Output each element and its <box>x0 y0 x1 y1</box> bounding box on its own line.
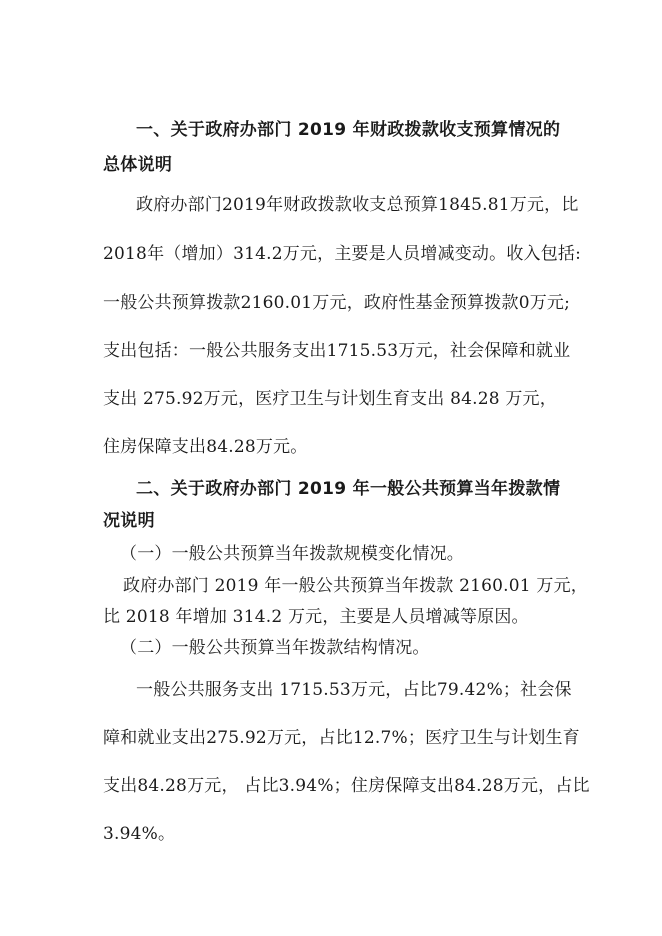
section2-sub2-line: 一般公共服务支出 1715.53万元，占比79.42%；社会保 <box>136 680 572 700</box>
section1-body-line: 政府办部门2019年财政拨款收支总预算1845.81万元，比 <box>136 195 579 215</box>
section2-sub2-line: 障和就业支出275.92万元，占比12.7%；医疗卫生与计划生育 <box>103 728 580 748</box>
section2-heading-line1: 二、关于政府办部门 2019 年一般公共预算当年拨款情 <box>136 479 561 499</box>
section1-body-line: 一般公共预算拨款2160.01万元，政府性基金预算拨款0万元; <box>103 293 571 313</box>
section2-sub1-line: 政府办部门 2019 年一般公共预算当年拨款 2160.01 万元， <box>123 576 588 596</box>
section1-heading-line1: 一、关于政府办部门 2019 年财政拨款收支预算情况的 <box>136 120 561 140</box>
section1-body-line: 住房保障支出84.28万元。 <box>103 437 308 457</box>
section1-body-line: 支出包括：一般公共服务支出1715.53万元，社会保障和就业 <box>103 341 571 361</box>
section2-sub2-line: 支出84.28万元， 占比3.94%；住房保障支出84.28万元，占比 <box>103 776 590 796</box>
section2-sub2-title: （二）一般公共预算当年拨款结构情况。 <box>120 638 430 658</box>
section1-heading-line2: 总体说明 <box>103 155 173 175</box>
section1-body-line: 支出 275.92万元，医疗卫生与计划生育支出 84.28 万元， <box>103 389 557 409</box>
section2-sub1-title: （一）一般公共预算当年拨款规模变化情况。 <box>120 544 464 564</box>
section2-heading-line2: 况说明 <box>103 511 155 531</box>
section1-body-line: 2018年（增加）314.2万元，主要是人员增减变动。收入包括: <box>103 244 582 264</box>
section2-sub1-line: 比 2018 年增加 314.2 万元，主要是人员增减等原因。 <box>103 607 529 627</box>
section2-sub2-line: 3.94%。 <box>103 824 176 844</box>
